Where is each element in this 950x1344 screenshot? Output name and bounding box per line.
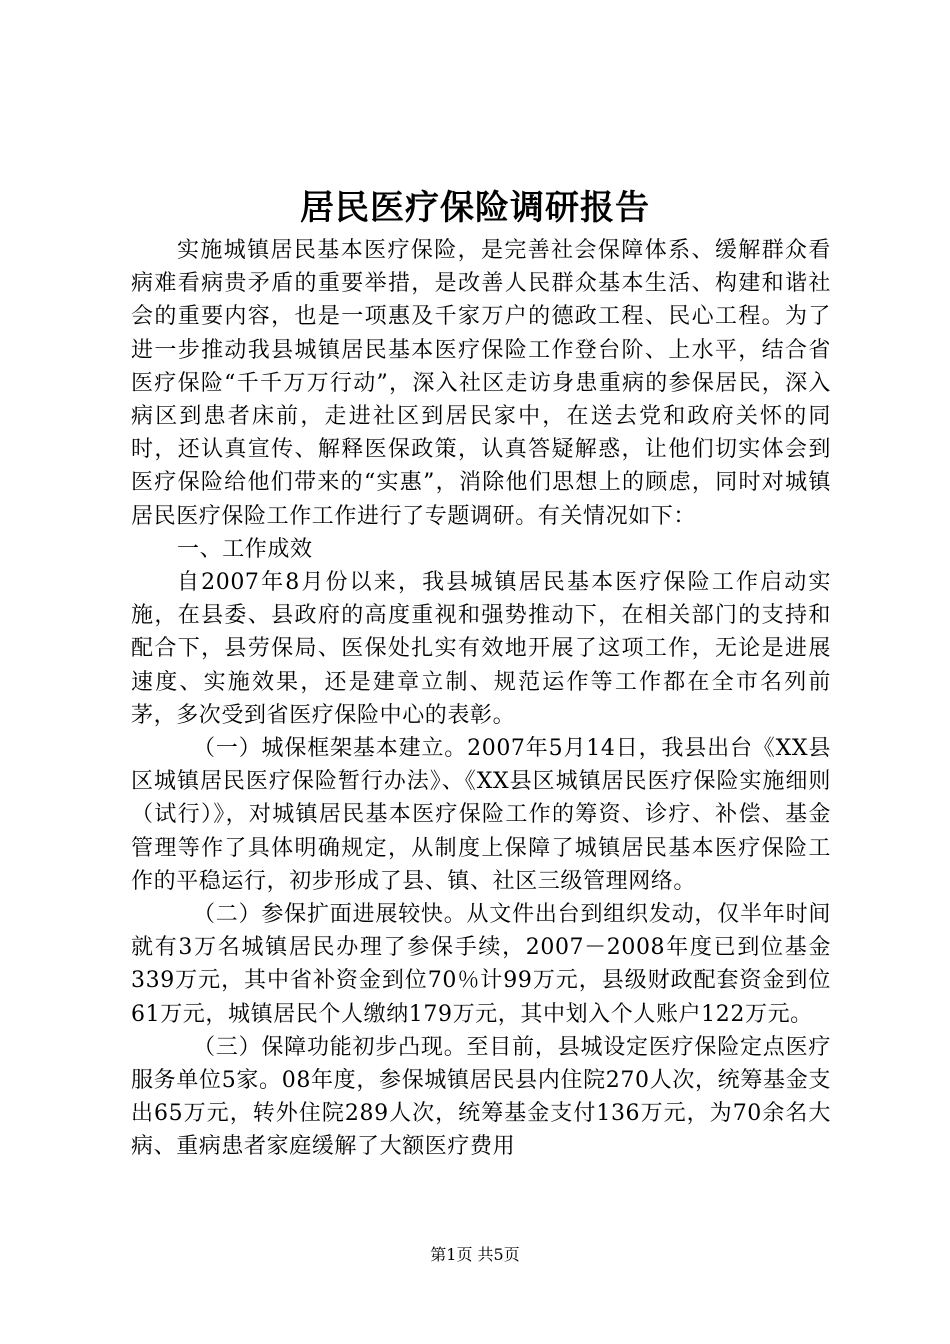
page-number-footer: 第1页 共5页 (430, 1245, 520, 1264)
section-heading: 一、工作成效 (177, 536, 313, 562)
subsection-paragraph: （一）城保框架基本建立。2007年5月14日，我县出台《XX县区城镇居民医疗保险暂行办法》、《XX县区城镇居民医疗保险实施细则（试行）》，对城镇居民基本医疗保险工作的筹资、诊疗、补偿、基金管理等作了具体明确规定，从制度上保障了城镇居民基本医疗保险工作的平稳运行，初步形成了县、镇、社区三级管理网络。 (131, 736, 831, 894)
subsection-paragraph: （三）保障功能初步凸现。至目前，县城设定医疗保险定点医疗服务单位5家。08年度，参保城镇居民县内住院270人次，统筹基金支出65万元，转外住院289人次，统筹基金支付136万元，为70余名大病、重病患者家庭缓解了大额医疗费用 (131, 1034, 831, 1160)
document-body (131, 234, 831, 1164)
document-title: 居民医疗保险调研报告 (300, 188, 650, 228)
intro-paragraph: 实施城镇居民基本医疗保险，是完善社会保障体系、缓解群众看病难看病贵矛盾的重要举措，是改善人民群众基本生活、构建和谐社会的重要内容，也是一项惠及千家万户的德政工程、民心工程。为了进一步推动我县城镇居民基本医疗保险工作登台阶、上水平，结合省医疗保险“千千万万行动”，深入社区走访身患重病的参保居民，深入病区到患者床前，走进社区到居民家中，在送去党和政府关怀的同时，还认真宣传、解释医保政策，认真答疑解惑，让他们切实体会到医疗保险给他们带来的“实惠”，消除他们思想上的顾虑，同时对城镇居民医疗保险工作工作进行了专题调研。有关情况如下： (131, 238, 831, 529)
body-paragraph: 自2007年8月份以来，我县城镇居民基本医疗保险工作启动实施，在县委、县政府的高度重视和强势推动下，在相关部门的支持和配合下，县劳保局、医保处扎实有效地开展了这项工作，无论是进展速度、实施效果，还是建章立制、规范运作等工作都在全市名列前茅，多次受到省医疗保险中心的表彰。 (131, 570, 831, 728)
subsection-paragraph: （二）参保扩面进展较快。从文件出台到组织发动，仅半年时间就有3万名城镇居民办理了参保手续，2007－2008年度已到位基金339万元，其中省补资金到位70％计99万元，县级财政配套资金到位61万元，城镇居民个人缴纳179万元，其中划入个人账户122万元。 (131, 902, 831, 1027)
